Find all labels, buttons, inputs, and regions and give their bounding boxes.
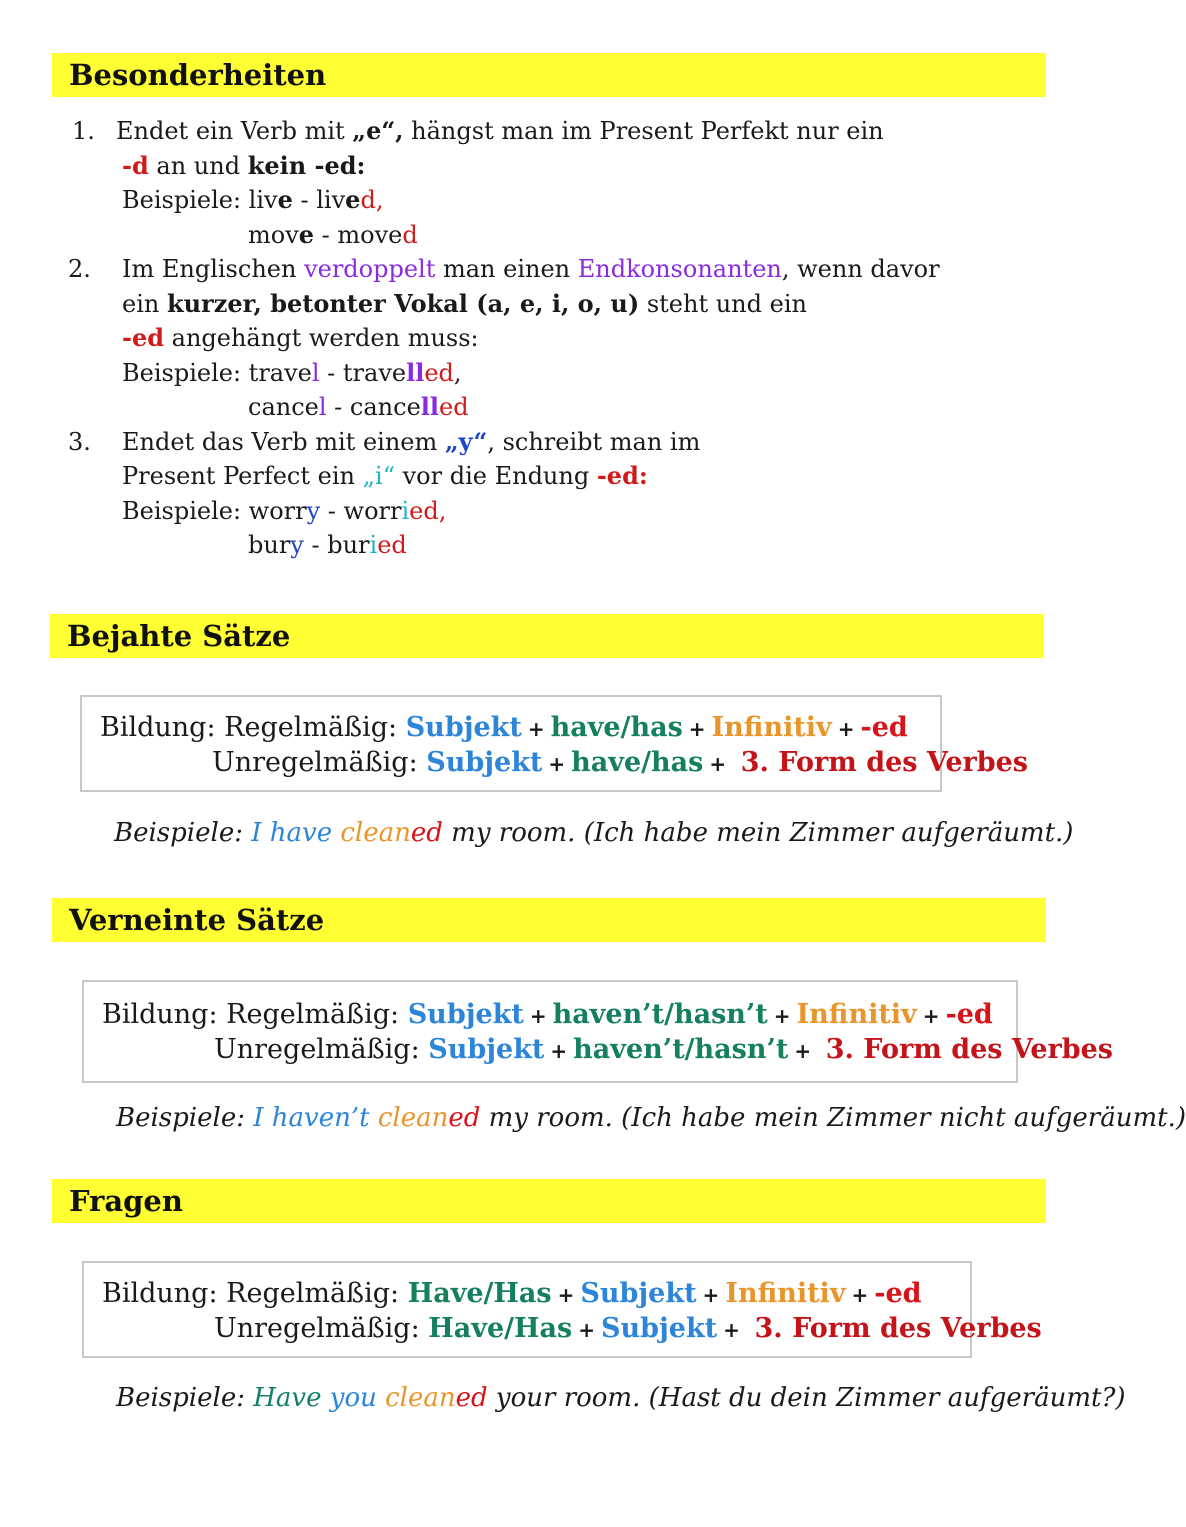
fragen-bildung-box — [82, 1261, 1042, 1358]
rule-1-line-2: -d an und kein -ed: — [122, 150, 366, 180]
rule-3-example-1: Beispiele: worry - worried, — [122, 496, 447, 525]
rule-2-number: 2. — [68, 255, 91, 283]
fragen-unregel-row: Unregelmäßig: Have/Has + Subjekt + 3. Form des Verbes — [214, 1313, 1042, 1344]
rule-1-number: 1. — [72, 117, 95, 145]
verneinte-bildung-box — [82, 980, 1113, 1083]
rule-2-example-1: Beispiele: travel - travelled, — [122, 357, 462, 387]
rule-2-line-2: ein kurzer, betonter Vokal (a, e, i, o, u) steht und ein — [122, 288, 807, 318]
rule-3 — [68, 425, 940, 563]
fragen-regel-row: Bildung: Regelmäßig: Have/Has + Subjekt + Infinitiv + -ed — [102, 1278, 922, 1309]
rule-1-line-1: Endet ein Verb mit „e“, hängst man im Present Perfekt nur ein — [116, 116, 884, 145]
heading-bejahte-saetze: Bejahte Sätze — [50, 614, 1044, 658]
bejahte-unregel-row: Unregelmäßig: Subjekt + have/has + 3. Form des Verbes — [212, 747, 1028, 778]
bejahte-bildung-box — [80, 695, 1028, 792]
rule-1 — [72, 114, 940, 252]
rule-3-number: 3. — [68, 427, 91, 456]
rule-1-example-2: move - moved — [248, 219, 418, 249]
fragen-example: Beispiele: Have you cleaned your room. (Hast du dein Zimmer aufgeräumt?) — [116, 1383, 1126, 1413]
rule-2-line-1: Im Englischen verdoppelt man einen Endkonsonanten, wenn davor — [122, 255, 940, 283]
rule-2-example-2: cancel - cancelled — [248, 392, 469, 421]
rule-1-example-1: Beispiele: live - lived, — [122, 185, 384, 214]
heading-fragen: Fragen — [52, 1179, 1046, 1223]
bejahte-regel-row: Bildung: Regelmäßig: Subjekt + have/has + Infinitiv + -ed — [100, 712, 908, 743]
bejahte-example: Beispiele: I have cleaned my room. (Ich habe mein Zimmer aufgeräumt.) — [114, 818, 1074, 848]
rule-3-example-2: bury - buried — [248, 531, 407, 559]
rule-3-line-2: Present Perfect ein „i“ vor die Endung -ed: — [122, 461, 648, 490]
heading-verneinte-saetze: Verneinte Sätze — [52, 898, 1046, 942]
heading-besonderheiten: Besonderheiten — [52, 53, 1046, 97]
verneinte-unregel-row: Unregelmäßig: Subjekt + haven’t/hasn’t + 3. Form des Verbes — [214, 1034, 1113, 1065]
rule-2-line-3: -ed angehängt werden muss: — [122, 323, 479, 352]
besonderheiten-list — [68, 114, 940, 563]
rule-2 — [68, 252, 940, 425]
rule-3-line-1: Endet das Verb mit einem „y“, schreibt man im — [122, 426, 701, 456]
verneinte-example: Beispiele: I haven’t cleaned my room. (Ich habe mein Zimmer nicht aufgeräumt.) — [116, 1103, 1186, 1133]
verneinte-regel-row: Bildung: Regelmäßig: Subjekt + haven’t/hasn’t + Infinitiv + -ed — [102, 999, 993, 1030]
